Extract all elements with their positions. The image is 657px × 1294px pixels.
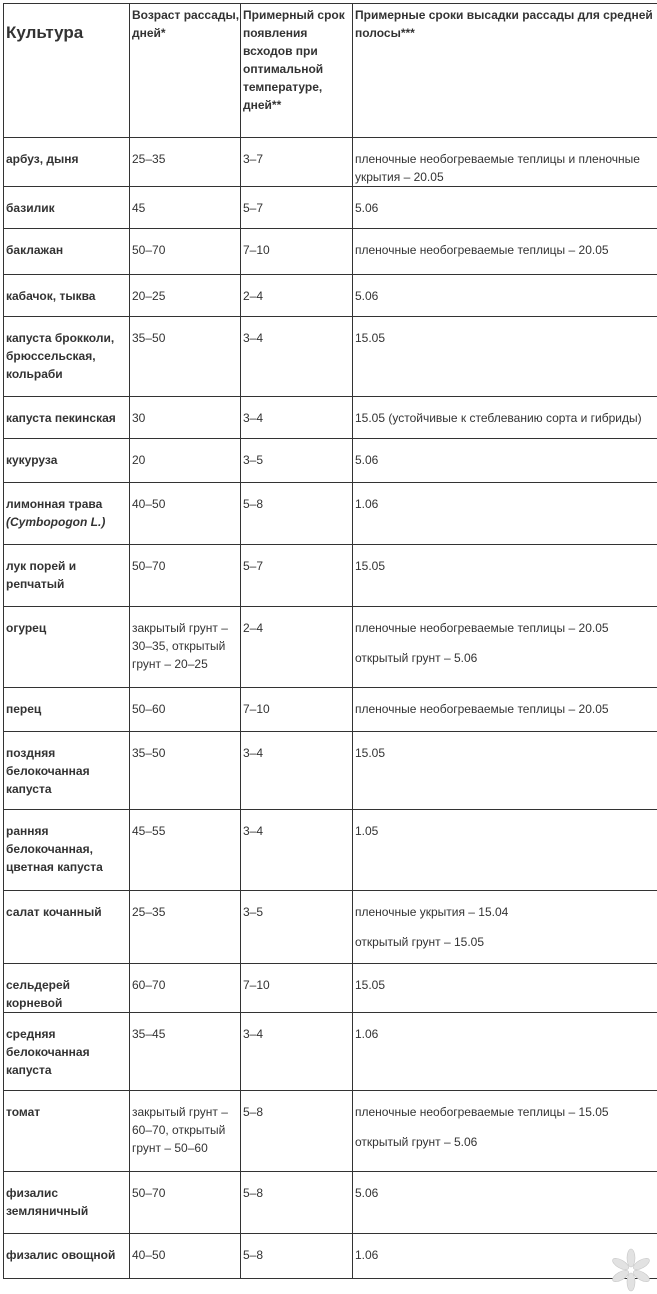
planting-text: 5.06 [355,289,379,303]
planting-text: 1.06 [355,1248,379,1262]
planting-text: пленочные необогреваемые теплицы – 20.05 [355,702,609,716]
age-cell: 50–60 [130,688,241,732]
culture-cell [4,275,130,317]
emergence-cell: 3–4 [241,397,353,439]
planting-text: 15.05 [355,331,386,345]
table-row [4,138,657,187]
table-row [4,1013,657,1091]
planting-cell [353,275,657,317]
emergence-cell: 5–7 [241,545,353,607]
table-row [4,397,657,439]
flower-icon [609,1248,653,1292]
culture-name: физалис земляничный [6,1186,89,1218]
planting-text: 1.06 [355,497,379,511]
planting-text: 15.05 [355,559,386,573]
culture-cell [4,1172,130,1234]
culture-name: салат кочанный [6,905,102,919]
planting-cell [353,1091,657,1172]
table-row [4,964,657,1013]
emergence-cell: 3–4 [241,732,353,810]
emergence-cell: 7–10 [241,688,353,732]
table-row [4,732,657,810]
planting-cell [353,483,657,545]
culture-cell [4,317,130,397]
planting-cell [353,187,657,229]
planting-text: пленочные необогреваемые теплицы и пленочные укрытия – 20.05 [355,152,640,184]
planting-text: 1.06 [355,1027,379,1041]
culture-cell [4,545,130,607]
planting-cell [353,607,657,688]
emergence-cell: 3–4 [241,317,353,397]
culture-name: капуста пекинская [6,411,116,425]
culture-name: кабачок, тыква [6,289,96,303]
planting-text: пленочные необогреваемые теплицы – 15.05 [355,1105,609,1119]
table-body [4,138,657,1279]
age-cell: закрытый грунт – 30–35, открытый грунт – 20–25 [130,607,241,688]
planting-text: открытый грунт – 5.06 [355,1135,478,1149]
table-row [4,891,657,964]
culture-name: лук порей и репчатый [6,559,77,591]
age-cell: 40–50 [130,1234,241,1279]
planting-cell [353,964,657,1013]
planting-cell [353,439,657,483]
planting-cell [353,545,657,607]
planting-cell [353,810,657,891]
age-cell: 20–25 [130,275,241,317]
table-row [4,483,657,545]
culture-name: капуста брокколи, брюссельская, кольраби [6,331,115,381]
table-row [4,187,657,229]
planting-cell [353,891,657,964]
age-cell: 45 [130,187,241,229]
planting-text: пленочные необогреваемые теплицы – 20.05 [355,243,609,257]
culture-cell [4,964,130,1013]
culture-cell [4,229,130,275]
table-row [4,545,657,607]
planting-text: открытый грунт – 15.05 [355,935,485,949]
culture-cell [4,439,130,483]
header-emergence: Примерный срок появления всходов при оптимальной температуре, дней** [241,4,353,138]
emergence-cell: 5–8 [241,1172,353,1234]
age-cell: 45–55 [130,810,241,891]
culture-cell [4,397,130,439]
culture-name: средняя белокочанная капуста [6,1027,90,1077]
planting-cell [353,688,657,732]
culture-cell [4,1091,130,1172]
emergence-cell: 5–7 [241,187,353,229]
culture-name: ранняя белокочанная, цветная капуста [6,824,103,874]
emergence-cell: 3–4 [241,810,353,891]
age-cell: 35–50 [130,317,241,397]
table-row [4,317,657,397]
culture-name: арбуз, дыня [6,152,79,166]
planting-text: 5.06 [355,453,379,467]
culture-name: кукуруза [6,453,58,467]
header-culture: Культура [4,4,130,138]
age-cell: 50–70 [130,1172,241,1234]
planting-text: пленочные необогреваемые теплицы – 20.05 [355,621,609,635]
culture-name: физалис овощной [6,1248,116,1262]
table-row [4,607,657,688]
header-age: Возраст рассады, дней* [130,4,241,138]
culture-name: огурец [6,621,47,635]
culture-cell [4,810,130,891]
emergence-cell: 3–5 [241,439,353,483]
age-cell: 20 [130,439,241,483]
table-row [4,275,657,317]
table-row [4,688,657,732]
culture-name: перец [6,702,42,716]
emergence-cell: 7–10 [241,964,353,1013]
planting-text: пленочные укрытия – 15.04 [355,905,509,919]
planting-cell [353,732,657,810]
planting-text: 15.05 (устойчивые к стеблеванию сорта и гибриды) [355,411,642,425]
emergence-cell: 2–4 [241,275,353,317]
age-cell: 60–70 [130,964,241,1013]
age-cell: закрытый грунт – 60–70, открытый грунт – 50–60 [130,1091,241,1172]
table-row [4,1234,657,1279]
culture-cell [4,1013,130,1091]
emergence-cell: 3–5 [241,891,353,964]
emergence-cell: 7–10 [241,229,353,275]
culture-cell [4,688,130,732]
planting-text: 1.05 [355,824,379,838]
table-row [4,439,657,483]
culture-cell [4,607,130,688]
age-cell: 35–50 [130,732,241,810]
age-cell: 25–35 [130,891,241,964]
culture-name: баклажан [6,243,64,257]
header-planting: Примерные сроки высадки рассады для средней полосы*** [353,4,657,138]
planting-text: 5.06 [355,201,379,215]
culture-name: базилик [6,201,55,215]
emergence-cell: 3–7 [241,138,353,187]
age-cell: 25–35 [130,138,241,187]
table-row [4,229,657,275]
culture-cell [4,187,130,229]
culture-cell [4,483,130,545]
culture-cell [4,138,130,187]
table-row [4,1091,657,1172]
header-row [4,4,657,138]
table-row [4,810,657,891]
planting-cell [353,317,657,397]
age-cell: 35–45 [130,1013,241,1091]
age-cell: 50–70 [130,229,241,275]
emergence-cell: 5–8 [241,1091,353,1172]
emergence-cell: 5–8 [241,1234,353,1279]
culture-latin-name: (Cymbopogon L.) [6,515,106,529]
culture-name: поздняя белокочанная капуста [6,746,90,796]
planting-cell [353,229,657,275]
age-cell: 50–70 [130,545,241,607]
emergence-cell: 5–8 [241,483,353,545]
planting-cell [353,138,657,187]
emergence-cell: 2–4 [241,607,353,688]
planting-text: 15.05 [355,746,386,760]
table-row [4,1172,657,1234]
planting-table [3,3,657,1279]
culture-name: лимонная трава [6,497,103,511]
planting-cell [353,1013,657,1091]
planting-text: 15.05 [355,978,386,992]
culture-cell [4,732,130,810]
culture-cell [4,1234,130,1279]
culture-cell [4,891,130,964]
age-cell: 40–50 [130,483,241,545]
planting-cell [353,397,657,439]
planting-cell [353,1172,657,1234]
planting-text: 5.06 [355,1186,379,1200]
age-cell: 30 [130,397,241,439]
culture-name: томат [6,1105,41,1119]
planting-text: открытый грунт – 5.06 [355,651,478,665]
emergence-cell: 3–4 [241,1013,353,1091]
culture-name: сельдерей корневой [6,978,71,1010]
